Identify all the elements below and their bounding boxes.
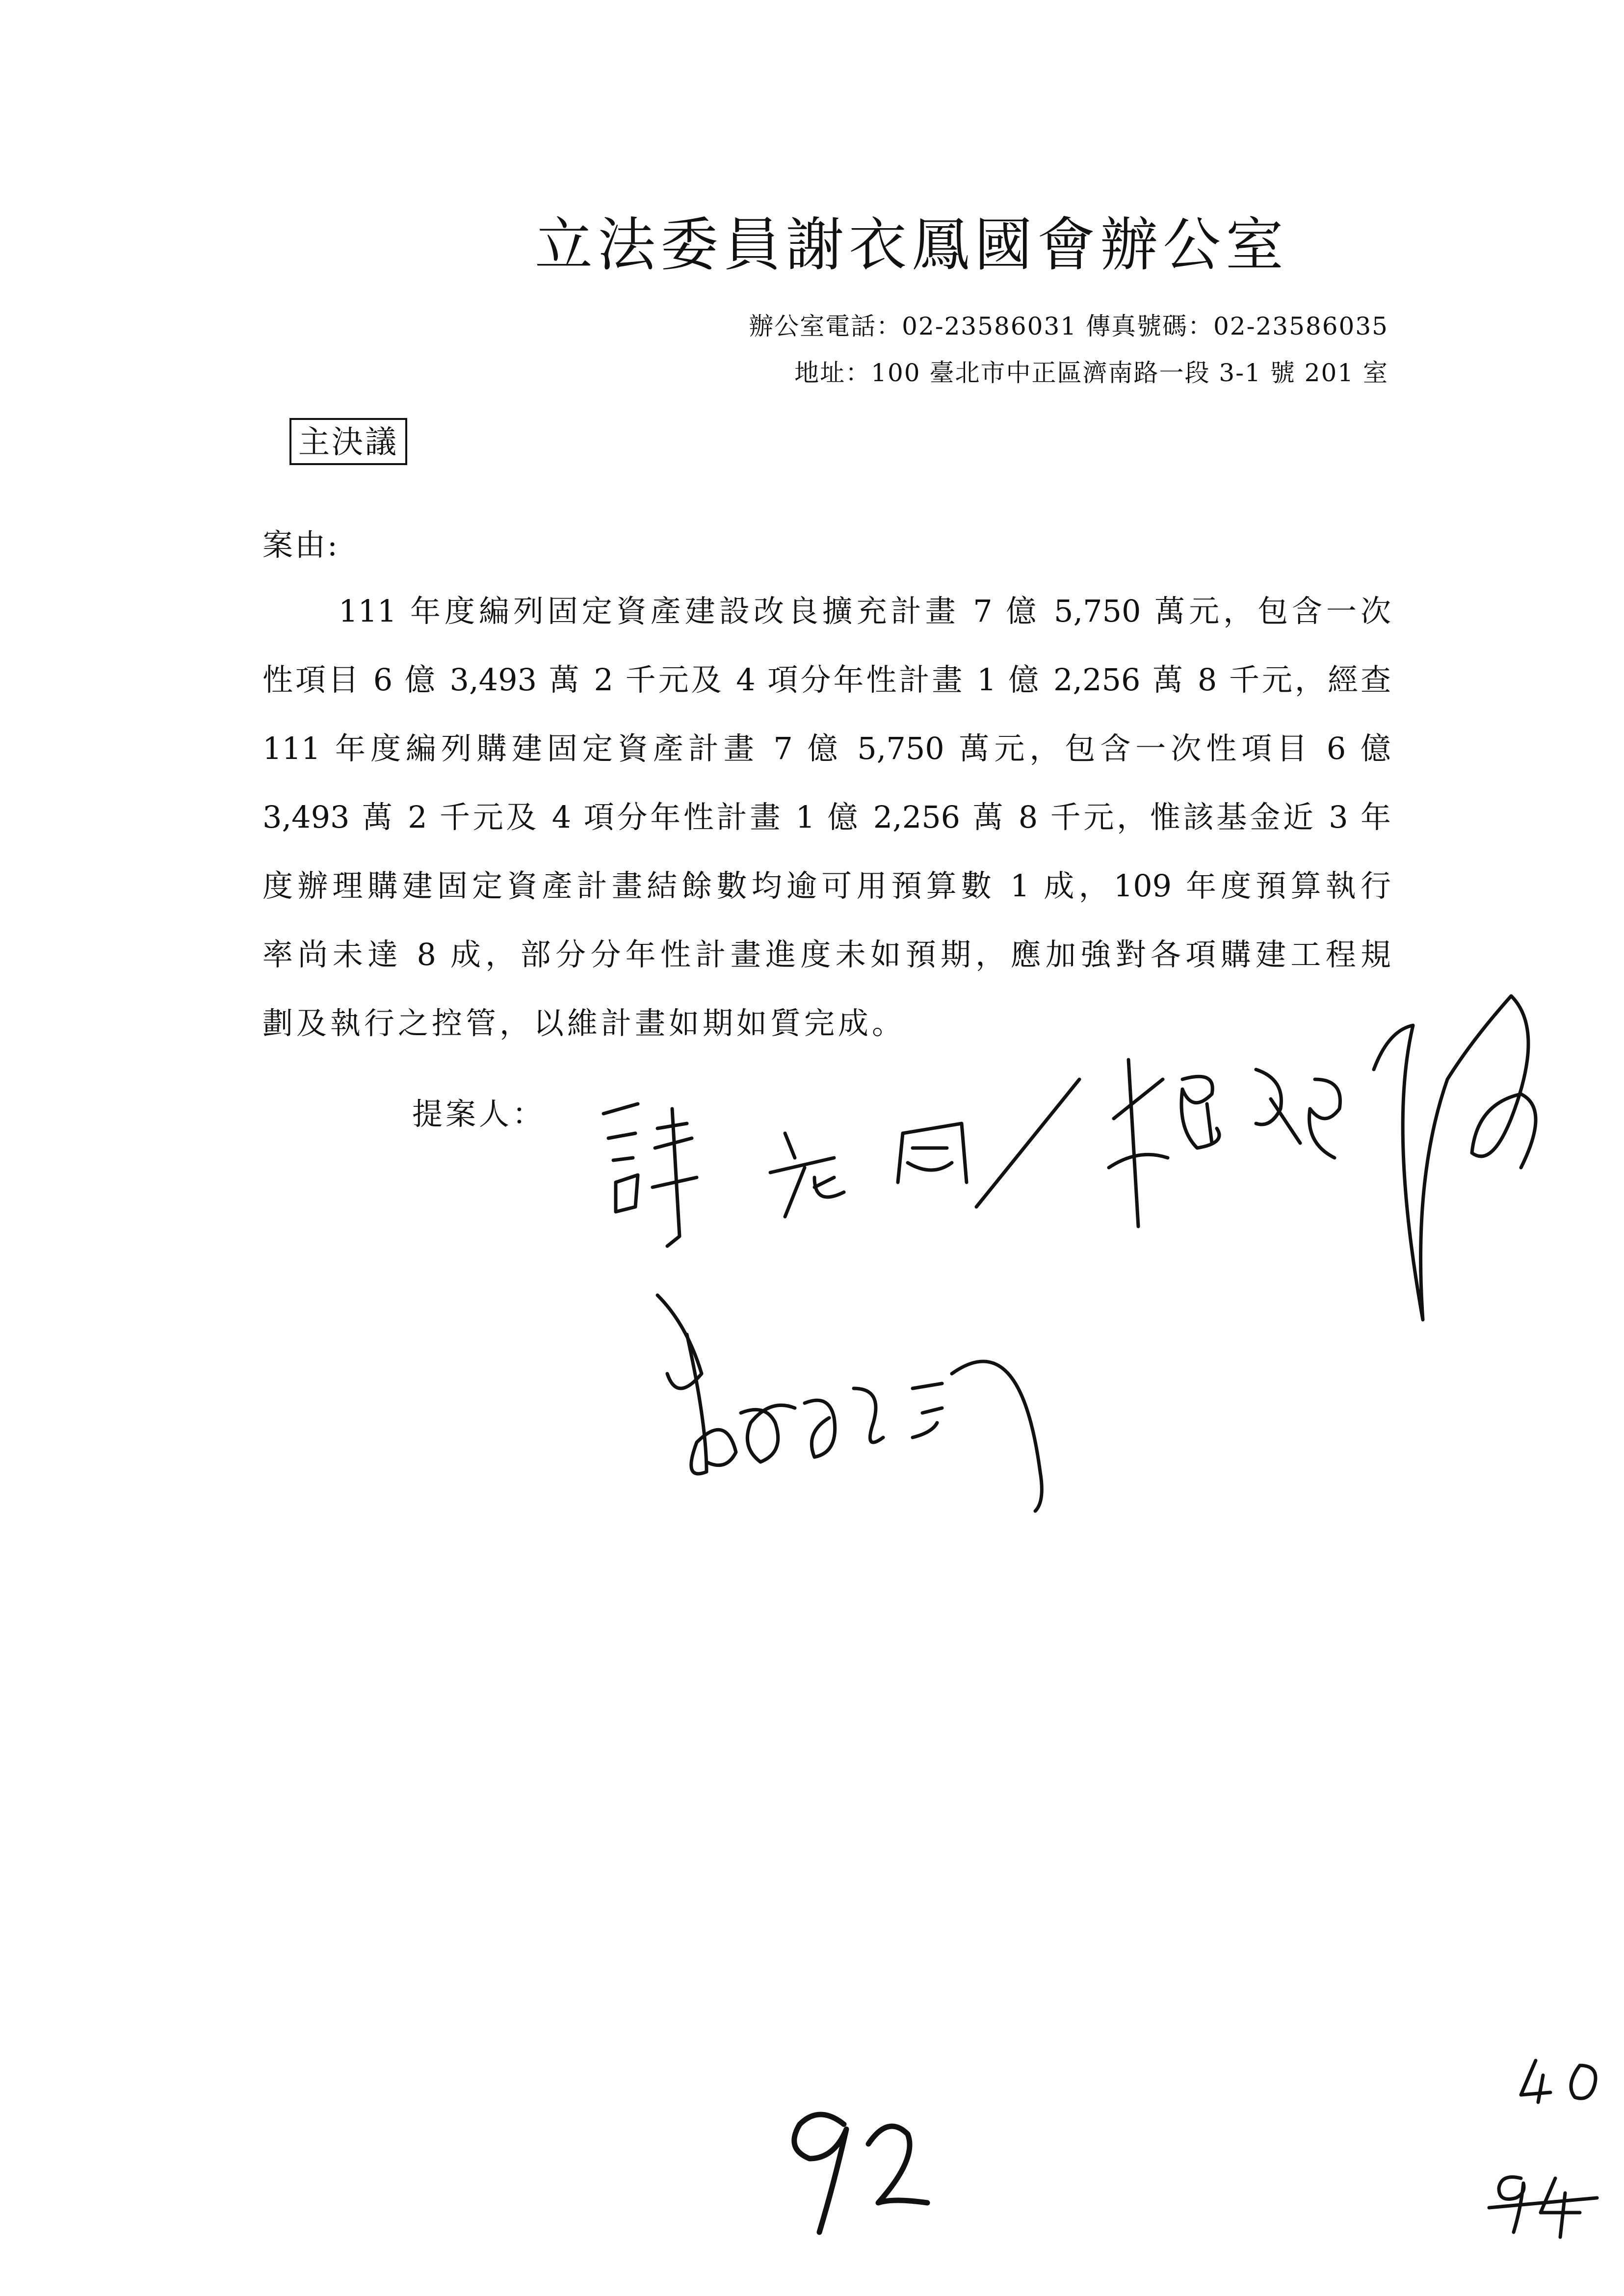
handwritten-page-number xyxy=(765,2105,942,2252)
signature-1 xyxy=(603,1079,1079,1246)
office-phone-fax: 辦公室電話：02-23586031 傳真號碼：02-23586035 xyxy=(749,312,1388,340)
subject-label: 案由: xyxy=(262,527,340,563)
office-address: 地址：100 臺北市中正區濟南路一段 3-1 號 201 室 xyxy=(794,359,1388,387)
signature-3 xyxy=(657,1295,1042,1511)
handwritten-corner-number xyxy=(1516,2056,1614,2110)
body-paragraph-line: 率尚未達 8 成，部分分年性計畫進度未如預期，應加強對各項購建工程規 xyxy=(262,937,1391,972)
office-title: 立法委員謝衣鳳國會辦公室 xyxy=(535,211,1289,279)
body-paragraph-line: 度辦理購建固定資產計畫結餘數均逾可用預算數 1 成，109 年度預算執行 xyxy=(262,868,1391,904)
body-paragraph-line: 性項目 6 億 3,493 萬 2 千元及 4 項分年性計畫 1 億 2,256 萬 8 千元，經查 xyxy=(262,662,1391,698)
body-paragraph-line: 劃及執行之控管，以維計畫如期如質完成。 xyxy=(262,1005,906,1041)
signature-2 xyxy=(1109,996,1536,1320)
body-paragraph-line: 3,493 萬 2 千元及 4 項分年性計畫 1 億 2,256 萬 8 千元，惟該基金近 3 年 xyxy=(262,799,1391,835)
proposer-label: 提案人： xyxy=(412,1096,546,1132)
body-paragraph-line: 111 年度編列購建固定資產計畫 7 億 5,750 萬元，包含一次性項目 6 億 xyxy=(262,731,1391,766)
body-paragraph-line: 111 年度編列固定資產建設改良擴充計畫 7 億 5,750 萬元，包含一次 xyxy=(339,593,1391,629)
handwritten-struck-number xyxy=(1487,2173,1599,2242)
resolution-label-box: 主決議 xyxy=(289,418,407,465)
